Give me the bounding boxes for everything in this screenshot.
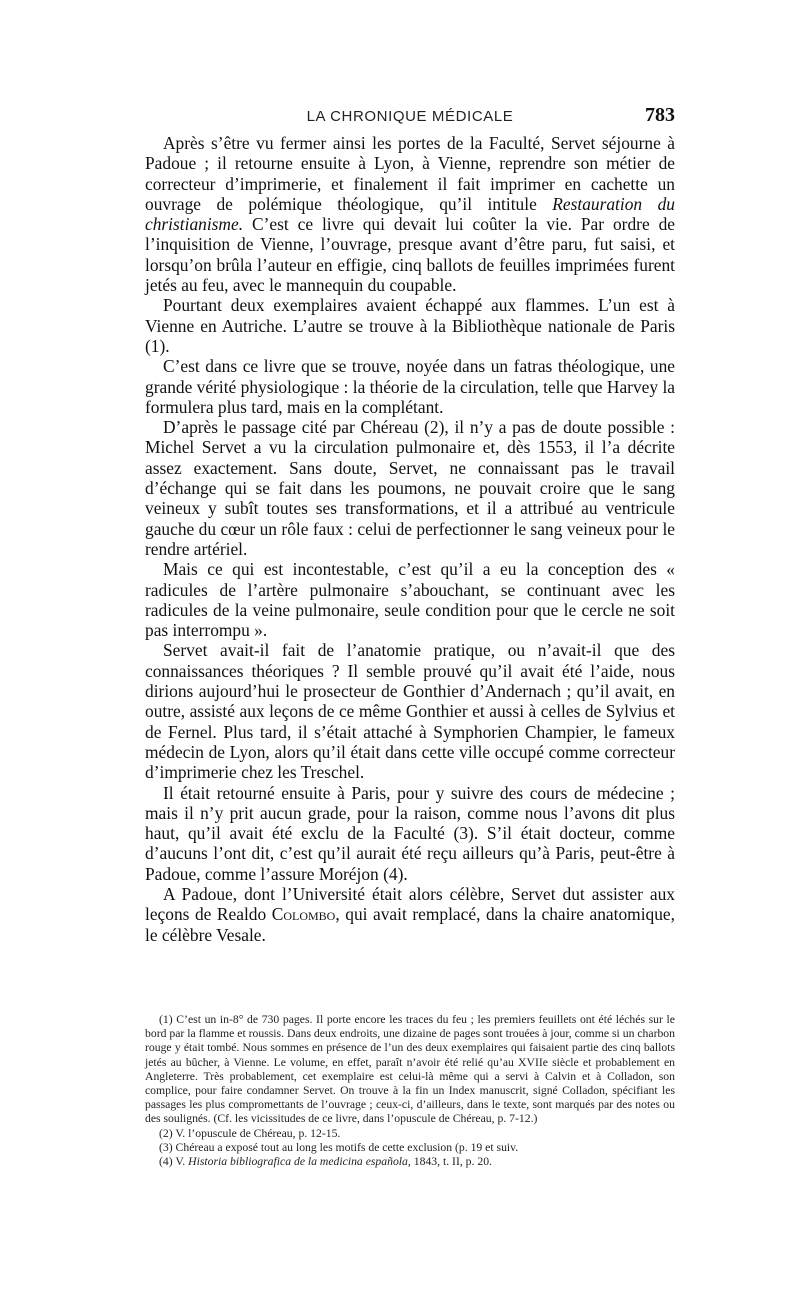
paragraph-8-text-a: A Padoue, dont l’Université était alors célèbre, Servet dut assister aux leçons de Realdo bbox=[145, 883, 675, 925]
paragraph-1-text-a: Après s’être vu fermer ainsi les portes de la Faculté, Servet séjourne à Padoue ; il retourne ensuite à Lyon, à Vienne, reprendre son métier de correcteur d’imprimerie, et finalement il fait imprimer en cachette un ouvrage de polémique théologique, qu’il intitule bbox=[145, 133, 675, 214]
paragraph-4: D’après le passage cité par Chéreau (2), il n’y a pas de doute possible : Michel Servet a vu la circulation pulmonaire et, dès 1553, il l’a décrite assez exactement. Sans doute, Servet, ne connaissant pas le travail d’échange qui se fait dans les poumons, ne pouvait croire que le sang veineux y subît toutes ses transformations, et il a attribué au ventricule gauche du cœur un rôle faux : celui de perfectionner le sang veineux pour le rendre artériel. bbox=[145, 417, 675, 559]
footnote-4 bbox=[145, 1155, 675, 1169]
paragraph-8-text-b: , qui avait remplacé, dans la chaire anatomique, le célèbre Vesale. bbox=[145, 904, 675, 945]
paragraph-5: Mais ce qui est incontestable, c’est qu’il a eu la conception des « radicules de l’artère pulmonaire s’abouchant, se continuant avec les radicules de la veine pulmonaire, seule condition pour que le cercle ne soit pas interrompu ». bbox=[145, 559, 675, 641]
paragraph-3: C’est dans ce livre que se trouve, noyée dans un fatras théologique, une grande vérité physiologique : la théorie de la circulation, telle que Harvey la formulera plus tard, mais en la complétant. bbox=[145, 356, 675, 417]
body-text bbox=[145, 133, 675, 945]
paragraph-1-text-b: C’est ce livre qui devait lui coûter la vie. Par ordre de l’inquisition de Vienne, l’ouvrage, presque avant d’être paru, fut saisi, et lorsqu’on brûla l’auteur en effigie, cinq ballots de feuilles imprimées furent jetés au feu, avec le mannequin du coupable. bbox=[145, 214, 675, 296]
footnotes bbox=[145, 1013, 675, 1169]
paragraph-7: Il était retourné ensuite à Paris, pour y suivre des cours de médecine ; mais il n’y prit aucun grade, pour la raison, comme nous l’avons dit plus haut, qu’il avait été exclu de la Faculté (3). S’il était docteur, comme d’aucuns l’ont dit, c’est qu’il aurait été reçu ailleurs qu’à Paris, peut-être à Padoue, comme l’assure Moréjon (4). bbox=[145, 782, 675, 884]
footnote-4-text-a: (4) V. bbox=[159, 1155, 189, 1169]
footnote-4-book-title: Historia bibliografica de la medicina española bbox=[188, 1155, 408, 1169]
page-header bbox=[145, 104, 675, 132]
running-title: LA CHRONIQUE MÉDICALE bbox=[306, 108, 514, 125]
footnote-3: (3) Chéreau a exposé tout au long les motifs de cette exclusion (p. 19 et suiv. bbox=[159, 1140, 519, 1154]
book-title: Restauration du christianisme. bbox=[145, 193, 675, 235]
footnote-2: (2) V. l’opuscule de Chéreau, p. 12-15. bbox=[159, 1126, 341, 1140]
paragraph-6: Servet avait-il fait de l’anatomie pratique, ou n’avait-il que des connaissances théoriques ? Il semble prouvé qu’il avait été l’aide, nous dirions aujourd’hui le prosecteur de Gonthier d’Andernach ; qu’il avait, en outre, assisté aux leçons de ce même Gonthier et aussi à celles de Sylvius et de Fernel. Plus tard, il s’était attaché à Symphorien Champier, le fameux médecin de Lyon, alors qu’il était dans cette ville occupé comme correcteur d’imprimerie chez les Treschel. bbox=[145, 640, 675, 783]
page-number: 783 bbox=[645, 104, 675, 126]
paragraph-2: Pourtant deux exemplaires avaient échappé aux flammes. L’un est à Vienne en Autriche. L’autre se trouve à la Bibliothèque nationale de Paris (1). bbox=[145, 295, 675, 356]
name-colombo: Colombo bbox=[271, 904, 336, 925]
footnote-1: (1) C’est un in-8° de 730 pages. Il porte encore les traces du feu ; les premiers feuillets ont été léchés sur le bord par la flamme et roussis. Dans deux endroits, une dizaine de pages sont trouées à jour, comme si un charbon rouge y était tombé. Nous sommes en présence de l’un des deux exemplaires qui faisaient partie des cinq ballots jetés au bûcher, à Vienne. Le volume, en effet, paraît n’avoir été relié qu’au XVIIe siècle et probablement en Angleterre. Très probablement, cet exemplaire est celui-là même qui a servi à Calvin et à Colladon, son complice, pour faire condamner Servet. On trouve à la fin un Index manuscrit, signé Colladon, spécifiant les passages les plus compromettants de l’ouvrage ; ceux-ci, d’ailleurs, dans le texte, sont marqués par des notes ou des soulignés. (Cf. les vicissitudes de ce livre, dans l’opuscule de Chéreau, p. 7-12.) bbox=[145, 1013, 675, 1126]
paragraph-1 bbox=[145, 133, 675, 295]
footnote-4-text-b: , 1843, t. II, p. 20. bbox=[407, 1155, 492, 1169]
paragraph-8 bbox=[145, 884, 675, 945]
